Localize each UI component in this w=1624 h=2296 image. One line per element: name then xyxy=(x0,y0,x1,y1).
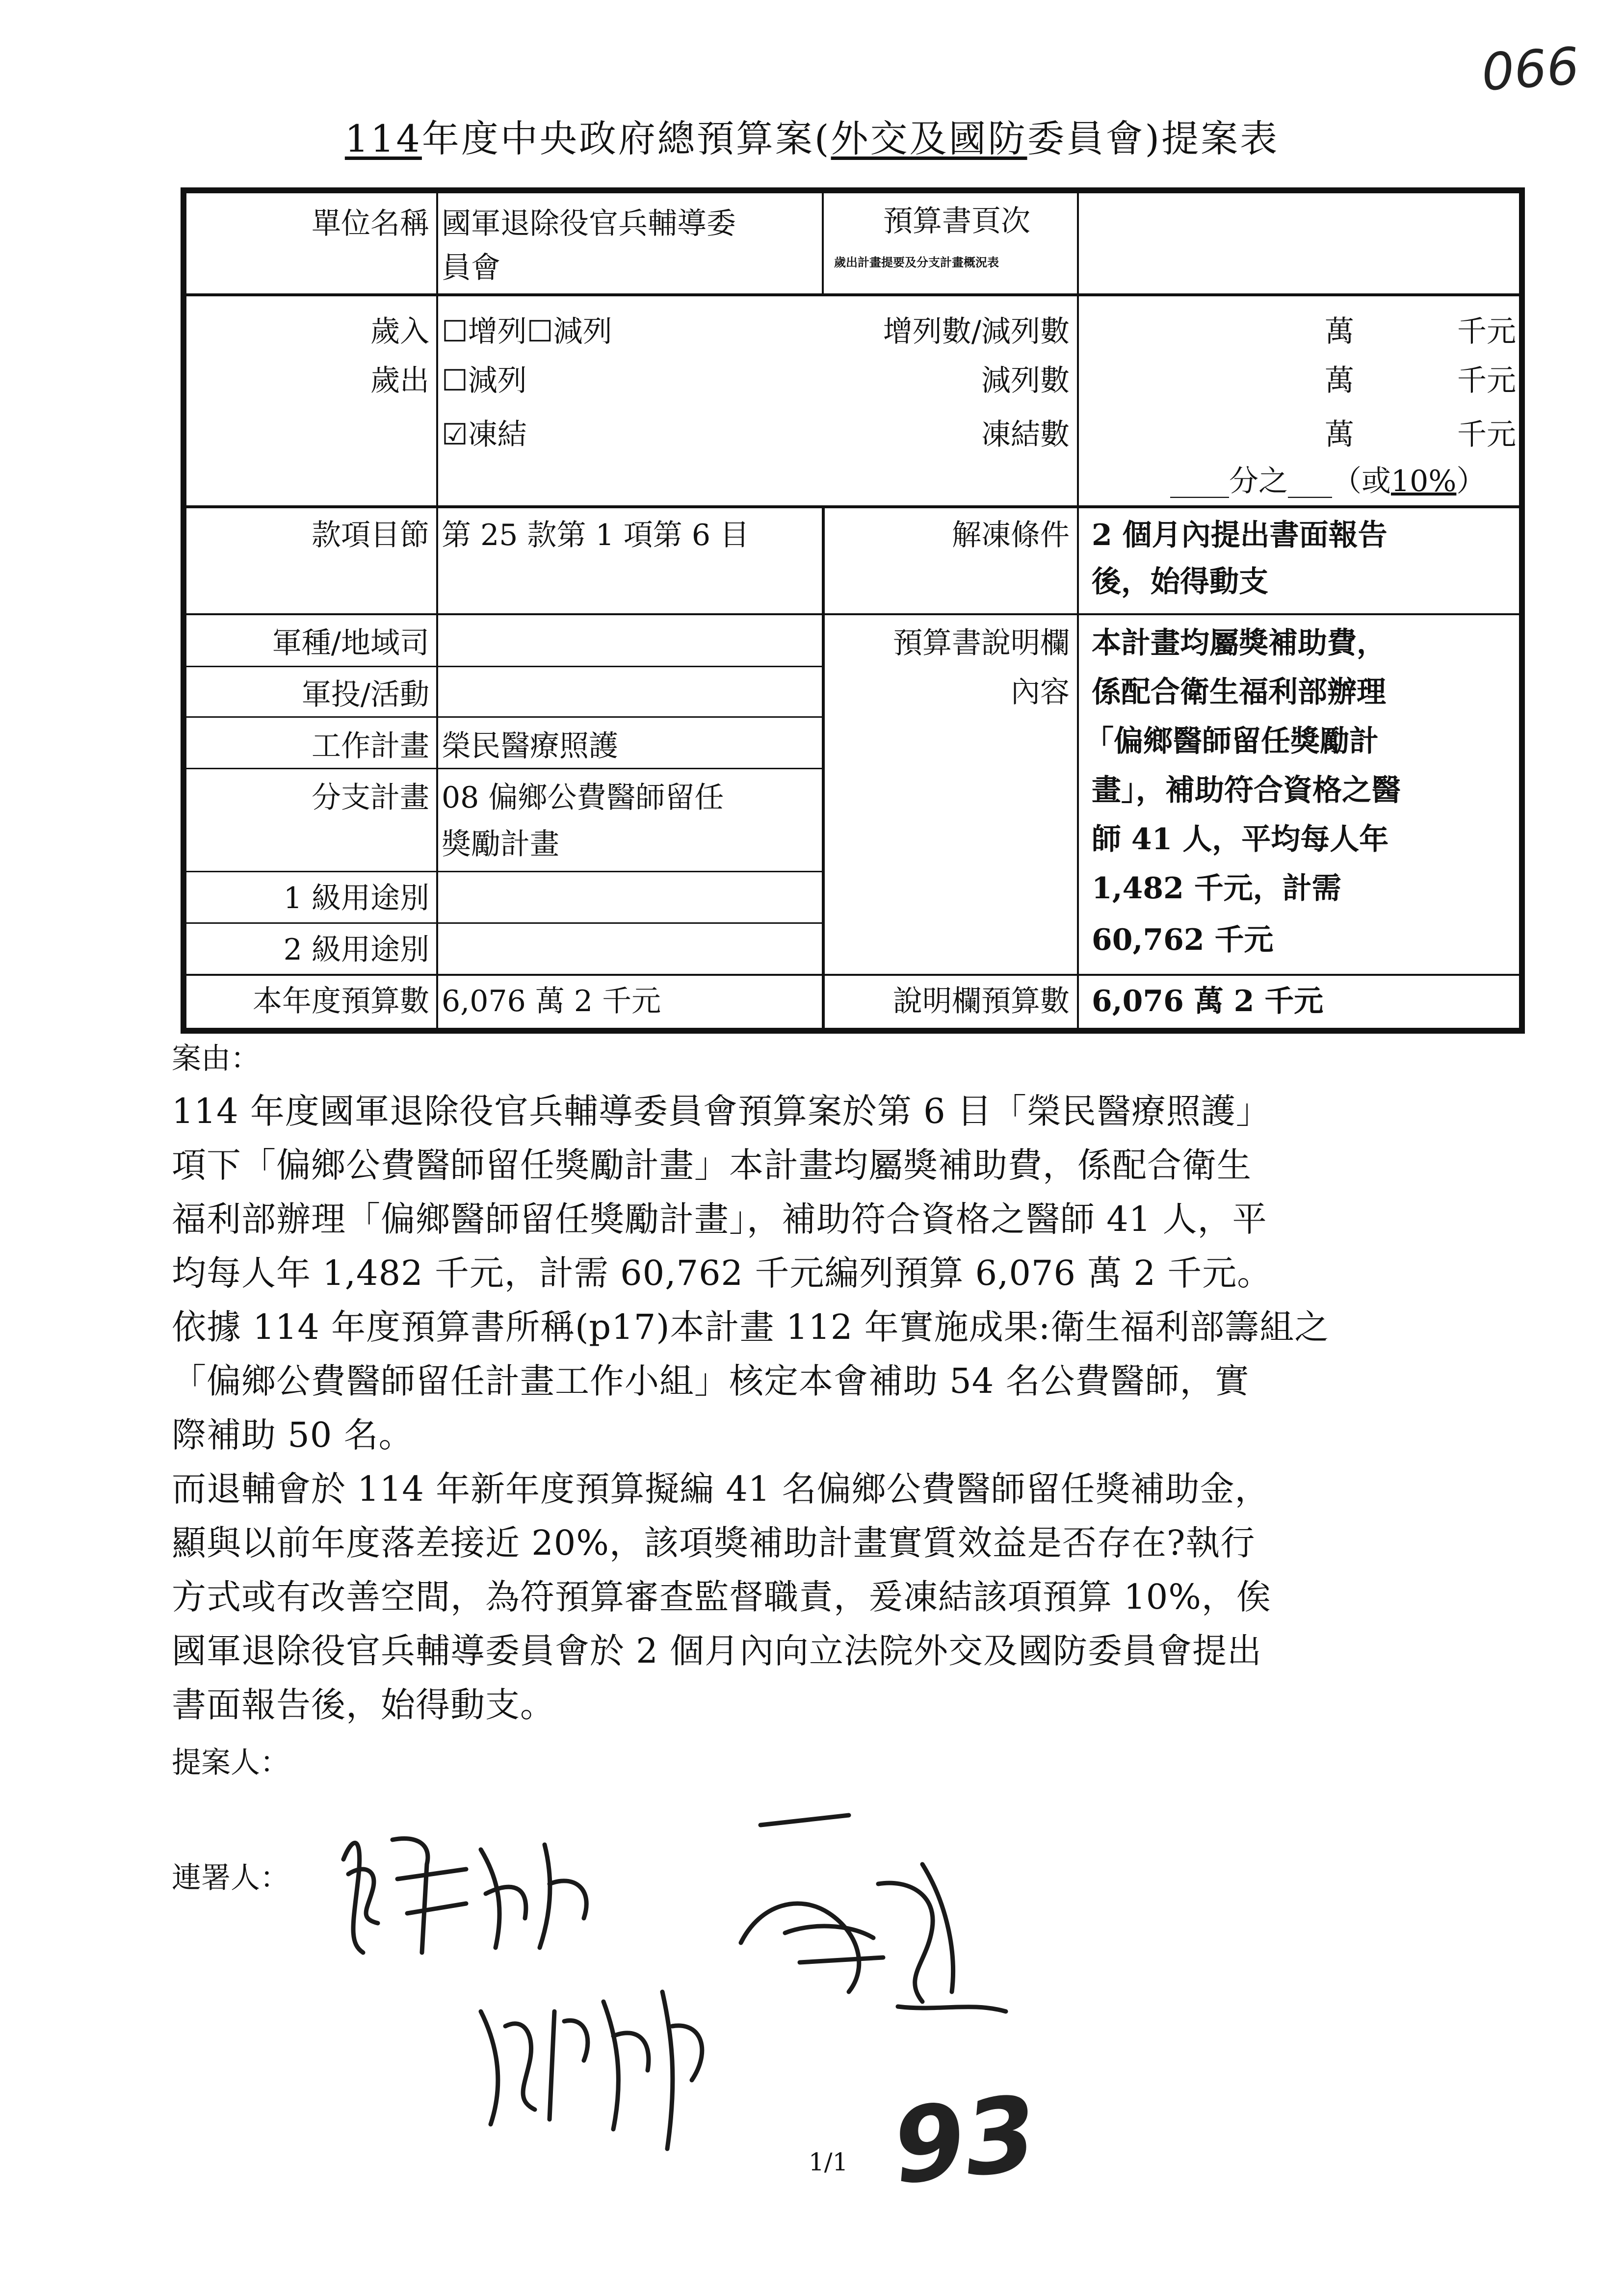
wan-3: 萬 xyxy=(1325,417,1354,452)
wan-2: 萬 xyxy=(1325,364,1354,398)
reason-line: 依據 114 年度預算書所稱(p17)本計畫 112 年實施成果:衛生福利部籌組之 xyxy=(172,1307,1330,1347)
unfreeze-label: 解凍條件 xyxy=(952,518,1070,552)
rule-v1 xyxy=(436,187,438,1034)
desc-line: 本計畫均屬獎補助費， xyxy=(1092,626,1386,660)
freeze-amount-label: 凍結數 xyxy=(981,417,1070,452)
unit-label: 單位名稱 xyxy=(312,207,429,241)
wan-1: 萬 xyxy=(1325,314,1354,349)
page-sub: 歲出計畫提要及分支計畫概況表 xyxy=(834,255,999,269)
reason-line: 114 年度國軍退除役官兵輔導委員會預算案於第 6 目「榮民醫療照護」 xyxy=(172,1091,1271,1131)
reason-line: 均每人年 1,482 千元，計需 60,762 千元編列預算 6,076 萬 2 千元。 xyxy=(172,1253,1272,1293)
revenue-options: ☐增列☐減列 xyxy=(442,314,612,349)
rule-h2 xyxy=(181,505,1525,508)
desc-line: 畫」，補助符合資格之醫 xyxy=(1092,773,1401,808)
fraction-blank2: ___ xyxy=(1288,464,1332,498)
expenditure-option-cut: ☐減列 xyxy=(442,364,527,398)
desc-line: 係配合衛生福利部辦理 xyxy=(1092,675,1386,709)
budget-value: 6,076 萬 2 千元 xyxy=(442,984,661,1018)
unfreeze-line2: 後，始得動支 xyxy=(1092,565,1268,599)
freeze-fraction xyxy=(1170,459,1486,504)
unit-value-line2: 員會 xyxy=(442,251,500,285)
reason-line: 「偏鄉公費醫師留任計畫工作小組」核定本會補助 54 名公費醫師，實 xyxy=(172,1361,1250,1401)
rule-h9 xyxy=(181,974,1525,976)
branch-plan-label: 分支計畫 xyxy=(312,781,429,815)
desc-line: 1,482 千元，計需 xyxy=(1092,871,1341,906)
reason-line: 方式或有改善空間，為符預算審查監督職責，爰凍結該項預算 10%，俟 xyxy=(172,1577,1271,1617)
desc-line: 「偏鄉醫師留任獎勵計 xyxy=(1084,724,1379,758)
rule-h7 xyxy=(181,871,824,872)
stamp-number: 066 xyxy=(1479,36,1581,103)
budget-label: 本年度預算數 xyxy=(253,984,429,1018)
qian-1: 千元 xyxy=(1457,314,1516,349)
reason-line: 而退輔會於 114 年新年度預算擬編 41 名偏鄉公費醫師留任獎補助金， xyxy=(172,1469,1270,1509)
cut-amount-label: 減列數 xyxy=(981,364,1070,398)
revenue-label: 歲入 xyxy=(370,314,429,349)
page-label: 預算書頁次 xyxy=(883,204,1030,238)
reason-line: 國軍退除役官兵輔導委員會於 2 個月內向立法院外交及國防委員會提出 xyxy=(172,1631,1262,1671)
fraction-percent: 10% xyxy=(1391,464,1457,498)
page-fraction: 1/1 xyxy=(809,2148,848,2176)
desc-budget-label: 說明欄預算數 xyxy=(893,984,1070,1018)
proposer-label: 提案人： xyxy=(172,1746,289,1780)
reason-line: 際補助 50 名。 xyxy=(172,1415,414,1455)
expenditure-label: 歲出 xyxy=(370,364,429,398)
item-label: 款項目節 xyxy=(312,518,429,552)
desc-label-line2: 內容 xyxy=(1011,675,1070,709)
page-title xyxy=(0,109,1624,162)
rule-h3 xyxy=(181,613,1525,615)
military-label: 軍投/活動 xyxy=(301,678,429,712)
rule-h4 xyxy=(181,666,824,667)
reason-label: 案由： xyxy=(172,1042,260,1076)
reason-line: 項下「偏鄉公費醫師留任獎勵計畫」本計畫均屬獎補助費，係配合衛生 xyxy=(172,1145,1252,1185)
fraction-or: （或 xyxy=(1332,464,1391,498)
rule-v2a xyxy=(822,187,824,293)
fraction-text: 分之 xyxy=(1229,464,1288,498)
rule-h8 xyxy=(181,922,824,924)
qian-2: 千元 xyxy=(1457,364,1516,398)
expenditure-option-freeze: ☑凍結 xyxy=(442,417,527,452)
fraction-close: ） xyxy=(1456,464,1486,498)
desc-budget-value: 6,076 萬 2 千元 xyxy=(1092,984,1324,1018)
item-value: 第 25 款第 1 項第 6 目 xyxy=(442,518,750,552)
title-part1: 年度中央政府總預算案( xyxy=(421,117,831,160)
level1-label: 1 級用途別 xyxy=(283,881,429,915)
title-committee: 外交及國防 xyxy=(831,117,1027,160)
branch-plan-line1: 08 偏鄉公費醫師留任 xyxy=(442,781,724,815)
work-plan-label: 工作計畫 xyxy=(312,729,429,763)
fraction-blank1: ____ xyxy=(1170,464,1229,498)
reason-line: 福利部辦理「偏鄉醫師留任獎勵計畫」，補助符合資格之醫師 41 人，平 xyxy=(172,1199,1267,1239)
reason-line: 顯與以前年度落差接近 20%，該項獎補助計畫實質效益是否存在?執行 xyxy=(172,1523,1256,1563)
desc-line: 60,762 千元 xyxy=(1092,923,1274,957)
reason-line: 書面報告後，始得動支。 xyxy=(172,1685,555,1725)
title-year: 114 xyxy=(344,117,422,160)
cosigner-label: 連署人： xyxy=(172,1861,289,1895)
level2-label: 2 級用途別 xyxy=(283,933,429,967)
work-plan-value: 榮民醫療照護 xyxy=(442,729,618,763)
rule-v3 xyxy=(1077,187,1079,1034)
handwritten-page-number: 93 xyxy=(887,2073,1043,2208)
rule-v2b xyxy=(822,505,825,1034)
title-part2: 委員會)提案表 xyxy=(1027,117,1280,160)
branch-plan-line2: 獎勵計畫 xyxy=(442,827,559,861)
desc-label-line1: 預算書說明欄 xyxy=(893,626,1070,660)
revenue-amount-label: 增列數/減列數 xyxy=(883,314,1070,349)
service-label: 軍種/地域司 xyxy=(272,626,429,660)
unfreeze-line1: 2 個月內提出書面報告 xyxy=(1092,518,1388,552)
qian-3: 千元 xyxy=(1457,417,1516,452)
desc-line: 師 41 人，平均每人年 xyxy=(1092,822,1389,857)
unit-value-line1: 國軍退除役官兵輔導委 xyxy=(442,207,736,241)
rule-h1 xyxy=(181,293,1525,296)
